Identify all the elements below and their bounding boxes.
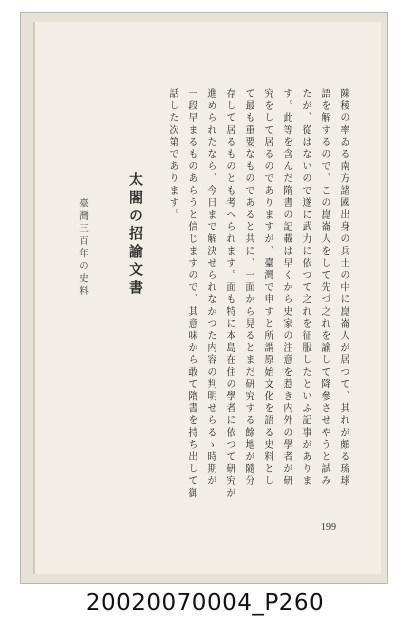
body-text-line: て最も重要なものであると共に、一面から見るとまだ研究する餘地が隨分: [243, 88, 254, 488]
body-text-line: 存して居るものとも考へられます。面も特に本島在住の學者に依つて研究が: [224, 88, 235, 500]
book-page: [33, 22, 381, 574]
body-text-line: 究をして居るのでありますが、臺灣で申すと所謂原始文化を語る史料とし: [262, 88, 273, 488]
body-text-line: 進められたなら、今日まで解決せられなかつた内容の判明せらるゝ時期が: [205, 88, 216, 488]
page-number: 199: [321, 522, 336, 533]
body-text-line: 話した次第であります。: [167, 88, 178, 222]
image-caption: 20020070004_P260: [85, 590, 325, 616]
body-text-line: 一段早まるものあらうと信じますので、其意味から敢て隋書を持ち出して御: [186, 88, 197, 500]
running-head: 臺灣三百年の史料: [77, 198, 88, 298]
body-text-line: 語を解するので、この崑崙人をして先づ之れを諭して降參させやうと試み: [319, 88, 330, 488]
body-text-line: たが、從はないので遂に武力に依つて之れを征服したといふ記事がありま: [300, 88, 311, 488]
body-text-line: 陳稜の率ゐる南方諸國出身の兵士の中に崑崙人が居つて、其れが頗る琉球: [338, 88, 349, 488]
section-heading: 太閤の招諭文書: [127, 172, 143, 298]
body-text-line: す。此等を含んだ隋書の記載は早くから史家の注意を惹き内外の學者が研: [281, 88, 292, 488]
